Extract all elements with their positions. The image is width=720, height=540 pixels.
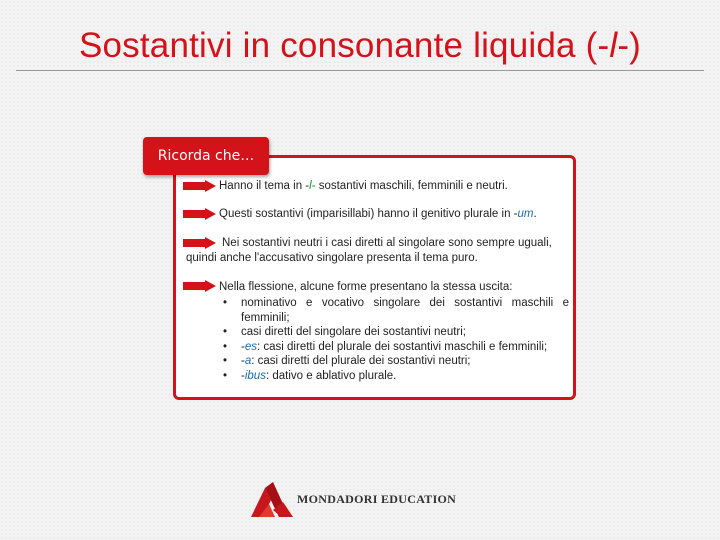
ending-emphasis: ibus (244, 369, 266, 382)
point-1-emphasis: l- (309, 180, 316, 192)
title-divider (16, 70, 704, 71)
endings-list (219, 296, 569, 383)
arrow-icon (183, 180, 217, 192)
point-4-intro: Nella flessione, alcune forme presentano la stessa uscita: (219, 281, 513, 293)
publisher-logo (249, 482, 471, 518)
arrow-icon (183, 208, 217, 220)
point-2: Questi sostantivi (imparisillabi) hanno il genitivo plurale in -um. (219, 208, 537, 220)
title-letter: l (609, 26, 618, 65)
mondadori-rose-icon (249, 482, 295, 518)
reminder-tab: Ricorda che… (143, 137, 269, 175)
point-3-line-2: quindi anche l'accusativo singolare presenta il tema puro. (186, 252, 478, 264)
point-3-line-1: Nei sostantivi neutri i casi diretti al singolare sono sempre uguali, (222, 237, 552, 249)
list-item: • -ibus: dativo e ablativo plurale. (223, 369, 397, 382)
point-2-emphasis: um (517, 208, 534, 220)
point-1: Hanno il tema in -l- sostantivi maschili, femminili e neutri. (219, 180, 508, 192)
arrow-icon (183, 280, 217, 292)
list-item: • nominativo e vocativo singolare dei sostantivi maschili e femminili; (223, 297, 569, 324)
ending-emphasis: a (244, 355, 252, 367)
arrow-icon (183, 237, 217, 249)
logo-wordmark: MONDADORI EDUCATION (297, 492, 457, 506)
list-item: • casi diretti del singolare dei sostantivi neutri; (223, 326, 467, 338)
title-prefix: Sostantivi in consonante liquida (- (78, 26, 610, 65)
list-item: • -es: casi diretti del plurale dei sostantivi maschili e femminili; (223, 340, 548, 353)
slide-title (0, 26, 720, 66)
list-item: • -a: casi diretti del plurale dei sostantivi neutri; (223, 355, 471, 367)
title-suffix: -) (617, 26, 642, 65)
ending-emphasis: es (244, 340, 257, 353)
